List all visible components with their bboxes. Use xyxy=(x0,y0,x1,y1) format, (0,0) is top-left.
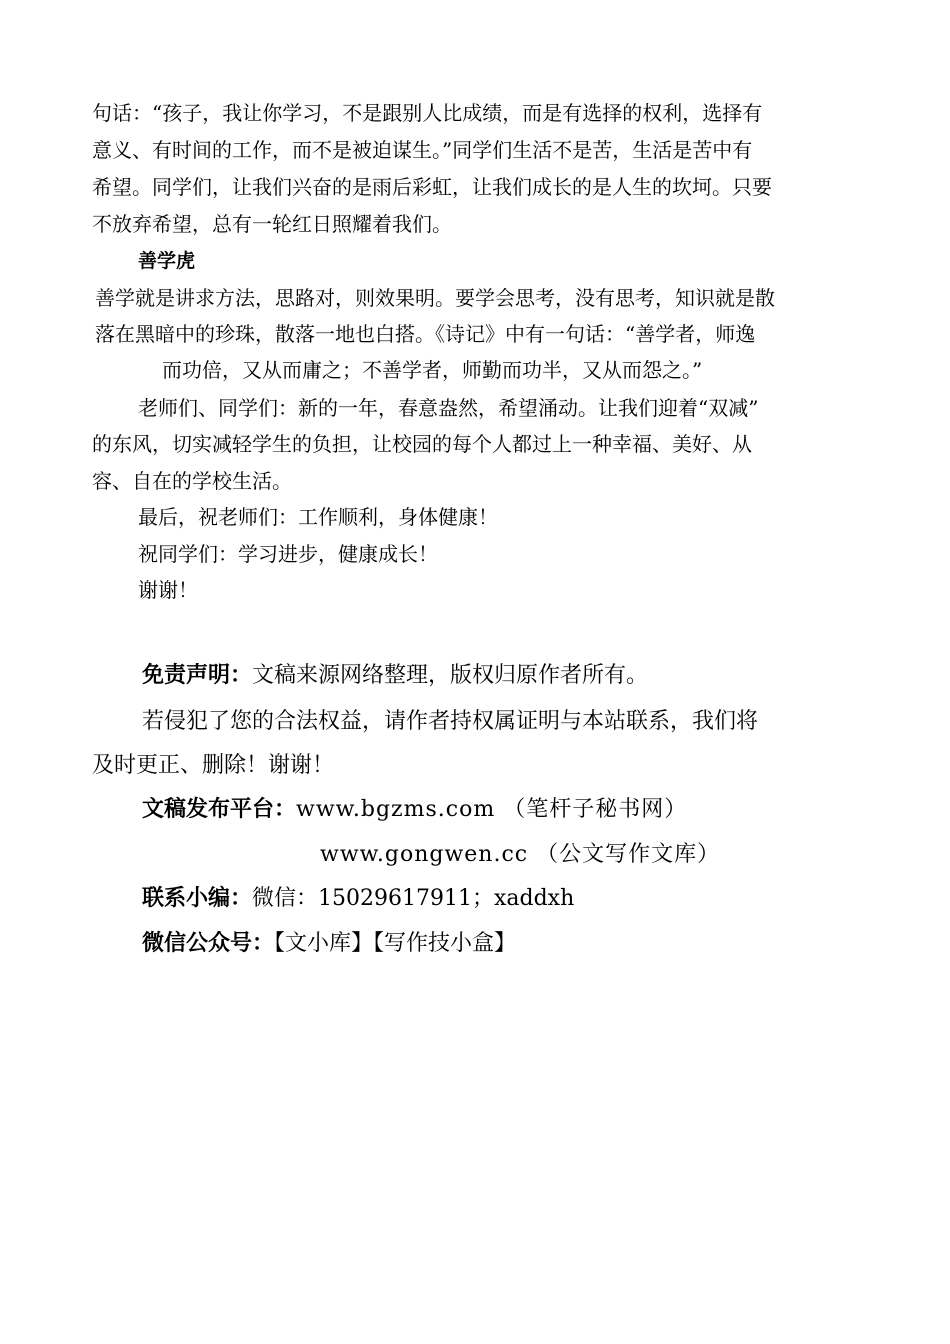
body-line: 容、自在的学校生活。 xyxy=(92,469,292,493)
closing-line: 谢谢！ xyxy=(138,578,198,602)
disclaimer-line xyxy=(142,663,922,689)
disclaimer-line: 若侵犯了您的合法权益，请作者持权属证明与本站联系，我们将 xyxy=(142,709,759,734)
body-line: 的东风，切实减轻学生的负担，让校园的每个人都过上一种幸福、美好、从 xyxy=(92,432,752,456)
wechat-text: 【文小库】【写作技小盒】 xyxy=(274,931,517,956)
platform-label: 文稿发布平台： xyxy=(142,797,297,822)
contact-label: 联系小编： xyxy=(142,886,253,911)
body-line: 句话：“孩子，我让你学习，不是跟别人比成绩，而是有选择的权利，选择有 xyxy=(92,101,763,125)
closing-line: 祝同学们：学习进步，健康成长！ xyxy=(138,542,438,566)
closing-line: 最后，祝老师们：工作顺利，身体健康！ xyxy=(138,505,498,529)
wechat-label: 微信公众号： xyxy=(142,931,275,956)
body-line: 老师们、同学们：新的一年，春意盎然，希望涌动。让我们迎着“双减” xyxy=(138,396,759,420)
body-line: 希望。同学们，让我们兴奋的是雨后彩虹，让我们成长的是人生的坎坷。只要 xyxy=(92,175,772,199)
disclaimer-line: 及时更正、删除！谢谢！ xyxy=(92,753,335,778)
body-line: 落在黑暗中的珍珠，散落一地也白搭。《诗记》中有一句话：“善学者，师逸 xyxy=(95,322,756,346)
body-line: 而功倍，又从而庸之；不善学者，师勤而功半，又从而怨之。” xyxy=(162,358,703,382)
body-line: 不放弃希望，总有一轮红日照耀着我们。 xyxy=(92,212,452,236)
platform-line xyxy=(320,842,950,868)
disclaimer-label: 免责声明： xyxy=(142,663,253,688)
body-line: 意义、有时间的工作，而不是被迫谋生。”同学们生活不是苦，生活是苦中有 xyxy=(92,138,753,162)
platform-line xyxy=(142,797,922,823)
contact-line xyxy=(142,886,922,912)
disclaimer-text: 文稿来源网络整理，版权归原作者所有。 xyxy=(252,663,649,688)
contact-text: 微信：15029617911；xaddxh xyxy=(252,886,575,911)
body-line: 善学就是讲求方法，思路对，则效果明。要学会思考，没有思考，知识就是散 xyxy=(95,286,775,310)
section-heading: 善学虎 xyxy=(138,250,196,272)
platform-link-2[interactable]: www.gongwen.cc （公文写作文库） xyxy=(320,842,721,867)
wechat-line xyxy=(142,931,922,957)
platform-link-1[interactable]: www.bgzms.com （笔杆子秘书网） xyxy=(296,797,688,822)
